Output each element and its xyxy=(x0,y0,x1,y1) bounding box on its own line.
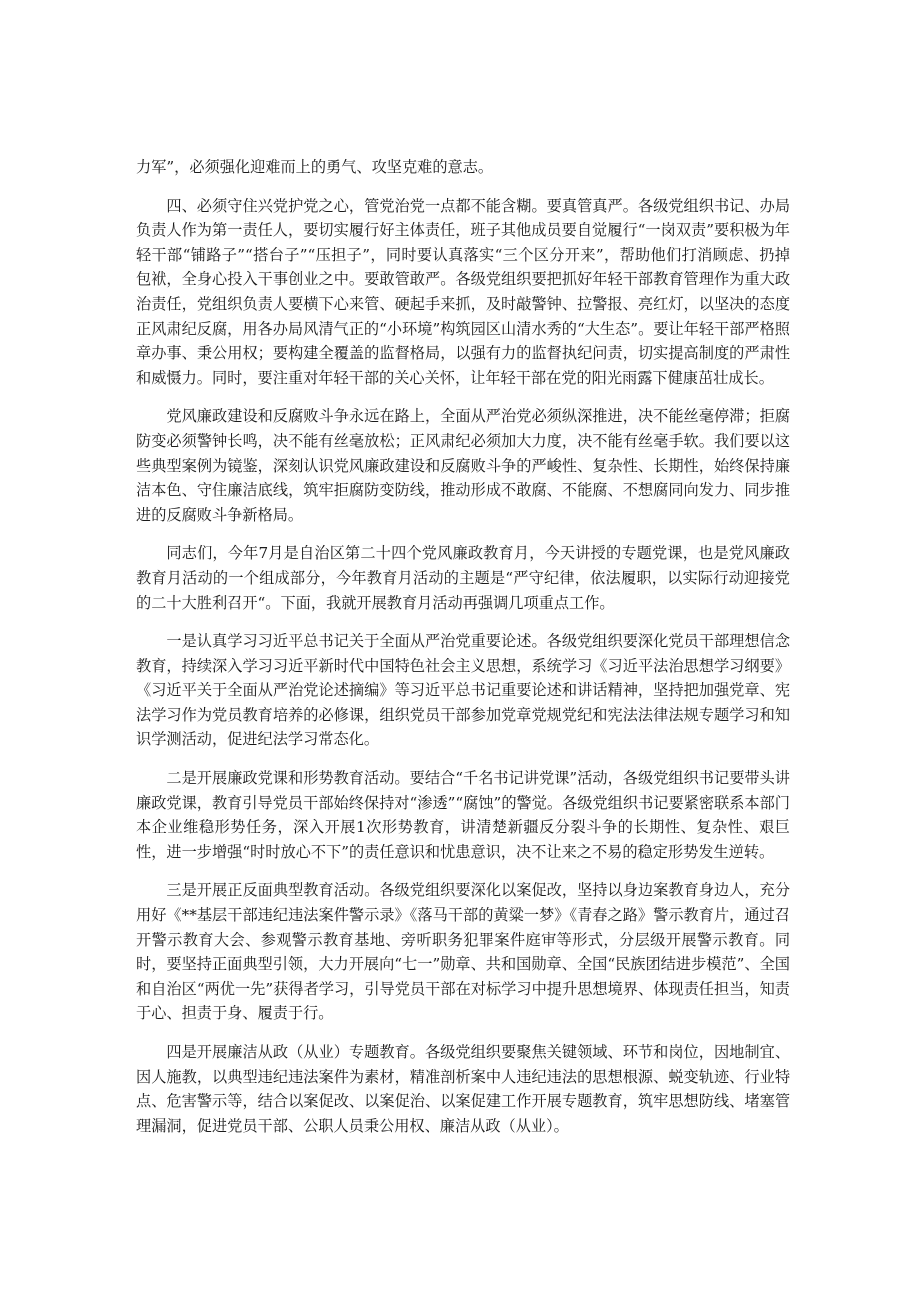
paragraph-task-three: 三是开展正反面典型教育活动。各级党组织要深化以案促改，坚持以身边案教育身边人，充分用好《**基层干部违纪违法案件警示录》《落马干部的黄粱一梦》《青春之路》警示教育片，通过召开警示教育大会、参观警示教育基地、旁听职务犯罪案件庭审等形式，分层级开展警示教育。同时，要坚持正面典型引领，大力开展向“七一”勋章、共和国勋章、全国“民族团结进步模范”、全国和自治区“两优一先”获得者学习，引导党员干部在对标学习中提升思想境界、体现责任担当，知责于心、担责于身、履责于行。 xyxy=(136,881,790,1023)
paragraph-task-two: 二是开展廉政党课和形势教育活动。要结合“千名书记讲党课”活动，各级党组织书记要带头讲廉政党课，教育引导党员干部始终保持对“渗透”“腐蚀”的警觉。各级党组织书记要紧密联系本部门本企业维稳形势任务，深入开展1次形势教育，讲清楚新疆反分裂斗争的长期性、复杂性、艰巨性，进一步增强“时时放心不下”的责任意识和忧患意识，决不让来之不易的稳定形势发生逆转。 xyxy=(136,769,790,861)
paragraph-continuation: 力军”，必须强化迎难而上的勇气、攻坚克难的意志。 xyxy=(136,158,494,176)
paragraph-section-four: 四、必须守住兴党护党之心，管党治党一点都不能含糊。要真管真严。各级党组织书记、办局负责人作为第一责任人，要切实履行好主体责任，班子其他成员要自觉履行“一岗双责”要积极为年轻干部“铺路子”“搭台子”“压担子”，同时要认真落实“三个区分开来”，帮助他们打消顾虑、扔掉包袱，全身心投入干事创业之中。要敢管敢严。各级党组织要把抓好年轻干部教育管理作为重大政治责任，党组织负责人要横下心来管、硬起手来抓，及时敲警钟、拉警报、亮红灯，以坚决的态度正风肃纪反腐，用各办局风清气正的“小环境”构筑园区山清水秀的“大生态”。要让年轻干部严格照章办事、秉公用权；要构建全覆盖的监督格局，以强有力的监督执纪问责，切实提高制度的严肃性和威慑力。同时，要注重对年轻干部的关心关怀，让年轻干部在党的阳光雨露下健康茁壮成长。 xyxy=(136,196,790,387)
paragraph-anti-corruption: 党风廉政建设和反腐败斗争永远在路上，全面从严治党必须纵深推进，决不能丝毫停滞；拒腐防变必须警钟长鸣，决不能有丝毫放松；正风肃纪必须加大力度，决不能有丝毫手软。我们要以这些典型案例为镜鉴，深刻认识党风廉政建设和反腐败斗争的严峻性、复杂性、长期性，始终保持廉洁本色、守住廉洁底线，筑牢拒腐防变防线，推动形成不敢腐、不能腐、不想腐同向发力、同步推进的反腐败斗争新格局。 xyxy=(136,407,790,524)
document-body xyxy=(136,155,790,1152)
paragraph-task-one: 一是认真学习习近平总书记关于全面从严治党重要论述。各级党组织要深化党员干部理想信念教育，持续深入学习习近平新时代中国特色社会主义思想，系统学习《习近平法治思想学习纲要》《习近平关于全面从严治党论述摘编》等习近平总书记重要论述和讲话精神，坚持把加强党章、宪法学习作为党员教育培养的必修课，组织党员干部参加党章党规党纪和宪法法律法规专题学习和知识学测活动，促进纪法学习常态化。 xyxy=(136,632,790,749)
paragraph-education-month: 同志们，今年7月是自治区第二十四个党风廉政教育月，今天讲授的专题党课，也是党风廉政教育月活动的一个组成部分，今年教育月活动的主题是“严守纪律，依法履职，以实际行动迎接党的二十大胜利召开“。下面，我就开展教育月活动再强调几项重点工作。 xyxy=(136,544,790,612)
paragraph-task-four: 四是开展廉洁从政（从业）专题教育。各级党组织要聚焦关键领域、环节和岗位，因地制宜、因人施教，以典型违纪违法案件为素材，精准剖析案中人违纪违法的思想根源、蜕变轨迹、行业特点、危害警示等，结合以案促改、以案促治、以案促建工作开展专题教育，筑牢思想防线、堵塞管理漏洞，促进党员干部、公职人员秉公用权、廉洁从政（从业）。 xyxy=(136,1043,790,1135)
